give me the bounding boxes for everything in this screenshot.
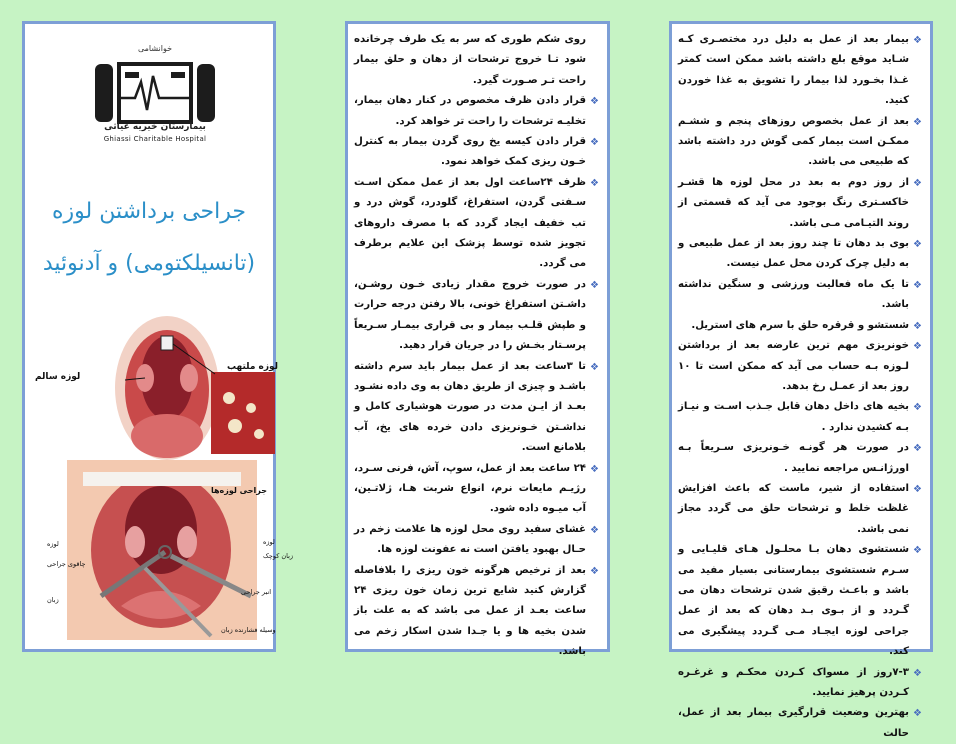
- diamond-bullet-icon: ❖: [913, 483, 922, 495]
- list-item-text: شستشو و قرقره حلق با سرم های استریل.: [691, 319, 909, 331]
- diamond-bullet-icon: ❖: [590, 565, 599, 577]
- tonsils-illustration: [35, 308, 279, 468]
- list-item-text: تا یک ماه فعالیت ورزشی و سنگین نداشته باشد.: [678, 278, 909, 311]
- list-item-text: قرار دادن کیسه یخ روی گردن بیمار به کنترل خـون ریزی کمک خواهد نمود.: [354, 136, 586, 168]
- list-item-text: خونریزی مهم ترین عارضه بعد از برداشتن لـوزه بـه حساب می آید که ممکن است تا ۱۰ روز بعد از عمـل رخ بدهد.: [678, 340, 909, 392]
- cover-panel: [22, 21, 294, 652]
- list-item: [678, 316, 922, 336]
- list-item-text: بهترین وضعیت قرارگیری بیمار بعد از عمل، حالت: [678, 707, 909, 739]
- instructions-panel-right: [669, 21, 933, 739]
- list-item: [678, 703, 922, 744]
- logo-mark-icon: [81, 52, 229, 130]
- list-item-text: بوی بد دهان تا چند روز بعد از عمل طبیعی و به دلیل چرک کردن محل عمل نیست.: [678, 238, 909, 270]
- list-item-text: روی شکم طوری که سر به یک طرف چرخانده شود تـا خروج ترشحات از دهان و حلق بیمار راحت تـر صـورت گیرد.: [354, 34, 586, 86]
- list-item: [354, 520, 599, 561]
- diamond-bullet-icon: ❖: [913, 402, 922, 414]
- diamond-bullet-icon: ❖: [913, 116, 922, 128]
- list-item-text: قرار دادن ظرف مخصوص در کنار دهان بیمار، تخلیـه ترشحات را راحت تر خواهد کرد.: [354, 95, 586, 127]
- surgery-illustration: [47, 456, 294, 644]
- diamond-bullet-icon: ❖: [590, 137, 599, 149]
- diamond-bullet-icon: ❖: [913, 279, 922, 291]
- label-tongue-left: زبان: [47, 596, 59, 604]
- list-item-text: تا ۳ساعت بعد از عمل بیمار باید سرم داشته باشـد و چیزی از طریق دهان به وی داده نشـود بعـد از ایـن مدت در صورت هوشیاری کامل و نداشـتن خـونریزی دادن خرده های یخ، آب بلامانع است.: [354, 360, 586, 454]
- list-item: [678, 397, 922, 438]
- list-item: [678, 275, 922, 316]
- list-item: [354, 275, 599, 357]
- list-item: [354, 173, 599, 275]
- list-item: [678, 336, 922, 397]
- diamond-bullet-icon: ❖: [590, 361, 599, 373]
- list-item: [354, 561, 599, 663]
- diamond-bullet-icon: ❖: [913, 341, 922, 353]
- list-item: [678, 479, 922, 540]
- list-item-text: بعد از عمل بخصوص روزهای پنجم و ششـم ممکـن است بیمار کمی گوش درد داشته باشد که طبیعی می باشد.: [678, 115, 909, 168]
- middle-bullet-list: [348, 24, 607, 663]
- list-item: [354, 132, 599, 173]
- open-mouth-image: [105, 308, 277, 468]
- list-item: [354, 30, 599, 91]
- diamond-bullet-icon: ❖: [913, 177, 922, 189]
- diamond-bullet-icon: ❖: [913, 708, 922, 720]
- label-inflamed-tonsil: لوزه ملتهب: [227, 362, 279, 372]
- list-item-text: ۲۴ ساعت بعد از عمل، سوپ، آش، فرنی سـرد، رژیـم مایعات نرم، انواع شربت هـا، ژلاتـین، آب میـوه داده شود.: [354, 462, 586, 515]
- label-healthy-tonsil: لوزه سالم: [35, 372, 81, 382]
- label-tonsil-left: لوزه: [47, 540, 59, 548]
- list-item: [354, 459, 599, 520]
- list-item-text: شستشوی دهان بـا محلـول هـای قلیـایی و سـرم شستشوی بیمارستانی بسیار مفید می باشد و باعـث رقیق شدن ترشحات دهان می گـردد و از بـوی بـد دهان که بعد از عمل جراحی لوزه ایجـاد مـی گـردد پیشگیری می کند.: [678, 544, 909, 658]
- instructions-panel-middle: [345, 21, 610, 658]
- list-item: [678, 438, 922, 479]
- label-uvula: زبان کوچک: [263, 552, 294, 560]
- label-tongue-depressor: وسیله فشارنده زبان: [221, 626, 276, 634]
- list-item-text: بعد از ترخیص هرگونه خون ریزی را بلافاصله گزارش کنید شایع ترین زمان خون ریزی ۲۴ ساعت بعـد از عمل می باشد که به علت باز شدن بخیه ها و یا جـدا شدن اسکار زخم می باشد.: [354, 564, 586, 658]
- diamond-bullet-icon: ❖: [913, 545, 922, 557]
- list-item-text: استفاده از شیر، ماست که باعث افزایش غلظت خلط و ترشحات حلق می گردد مجاز نمی باشد.: [678, 482, 909, 535]
- list-item-text: در صورت هر گونـه خـونریزی سـریعاً بـه اورژانـس مراجعه نمایید .: [678, 442, 909, 474]
- logo-name-en: Ghiassi Charitable Hospital: [103, 135, 207, 143]
- list-item: [354, 91, 599, 132]
- diamond-bullet-icon: ❖: [590, 463, 599, 475]
- diamond-bullet-icon: ❖: [590, 279, 599, 291]
- list-item: [678, 112, 922, 173]
- list-item: [678, 30, 922, 112]
- label-forceps: انبر جراحی: [241, 588, 272, 596]
- brochure-title-line2: (تانسیلکتومی) و آدنوئید: [42, 251, 256, 276]
- diamond-bullet-icon: ❖: [913, 320, 922, 332]
- list-item: [678, 663, 922, 704]
- right-bullet-list: [672, 24, 930, 744]
- label-tonsil-right: لوزه: [263, 538, 275, 546]
- list-item: [354, 357, 599, 459]
- logo-name-fa: بیمارستان خیریه غیاثی: [104, 122, 206, 132]
- diamond-bullet-icon: ❖: [590, 524, 599, 536]
- diamond-bullet-icon: ❖: [913, 239, 922, 251]
- surgery-caption: جراحی لوزه‌ها: [211, 486, 268, 495]
- diamond-bullet-icon: ❖: [913, 667, 922, 679]
- diamond-bullet-icon: ❖: [913, 35, 922, 46]
- list-item-text: غشای سفید روی محل لوزه ها علامت زخم در حـال بهبود یافتن است نه عفونت لوزه ها.: [354, 523, 586, 556]
- list-item-text: از روز دوم به بعد در محل لوزه ها قشـر خاکسـتری رنگ بوجود می آید که قسمتی از روند التیـامی مـی باشد.: [678, 176, 909, 229]
- list-item-text: بخیه های داخل دهان قابل جـذب اسـت و نیـاز بـه کشیدن ندارد .: [678, 401, 909, 433]
- label-scalpel: چاقوی جراحی: [47, 560, 86, 568]
- logo-top-text: خوانشامی: [137, 44, 173, 53]
- list-item-text: ۷-۳روز از مسواک کـردن محکـم و غرغـره کـردن پرهیز نمایید.: [678, 666, 909, 698]
- list-item: [678, 173, 922, 234]
- diamond-bullet-icon: ❖: [590, 96, 599, 108]
- list-item-text: در صورت خروج مقدار زیادی خـون روشـن، داشـتن استفراغ خونی، بالا رفتن درجه حرارت و طپش قلـب بیمار و بی قراری بیمـار سـریعاً پرسـتار بخـش را در جریان قرار دهید.: [354, 278, 586, 352]
- list-item-text: ظرف ۲۴ساعت اول بعد از عمل ممکن اسـت سـفتی گردن، استفراغ، گلودرد، گوش درد و تب خفیف ایجاد گردد که با مصرف داروهای تجویز شده توسط پزشک این علایم برطرف می گردد.: [354, 176, 586, 270]
- hospital-logo: [81, 44, 229, 150]
- diamond-bullet-icon: ❖: [913, 443, 922, 455]
- list-item: [678, 540, 922, 662]
- list-item: [678, 234, 922, 275]
- list-item-text: بیمار بعد از عمل به دلیل درد مختصـری کـه شـاید موقع بلع داشته باشد ممکن است کمتر غـذا بخـورد لذا بیمار را تشویق به غذا خوردن کنید.: [678, 34, 909, 107]
- surgery-image: [61, 456, 261, 644]
- diamond-bullet-icon: ❖: [590, 177, 599, 189]
- brochure-title-line1: جراحی برداشتن لوزه: [52, 199, 246, 224]
